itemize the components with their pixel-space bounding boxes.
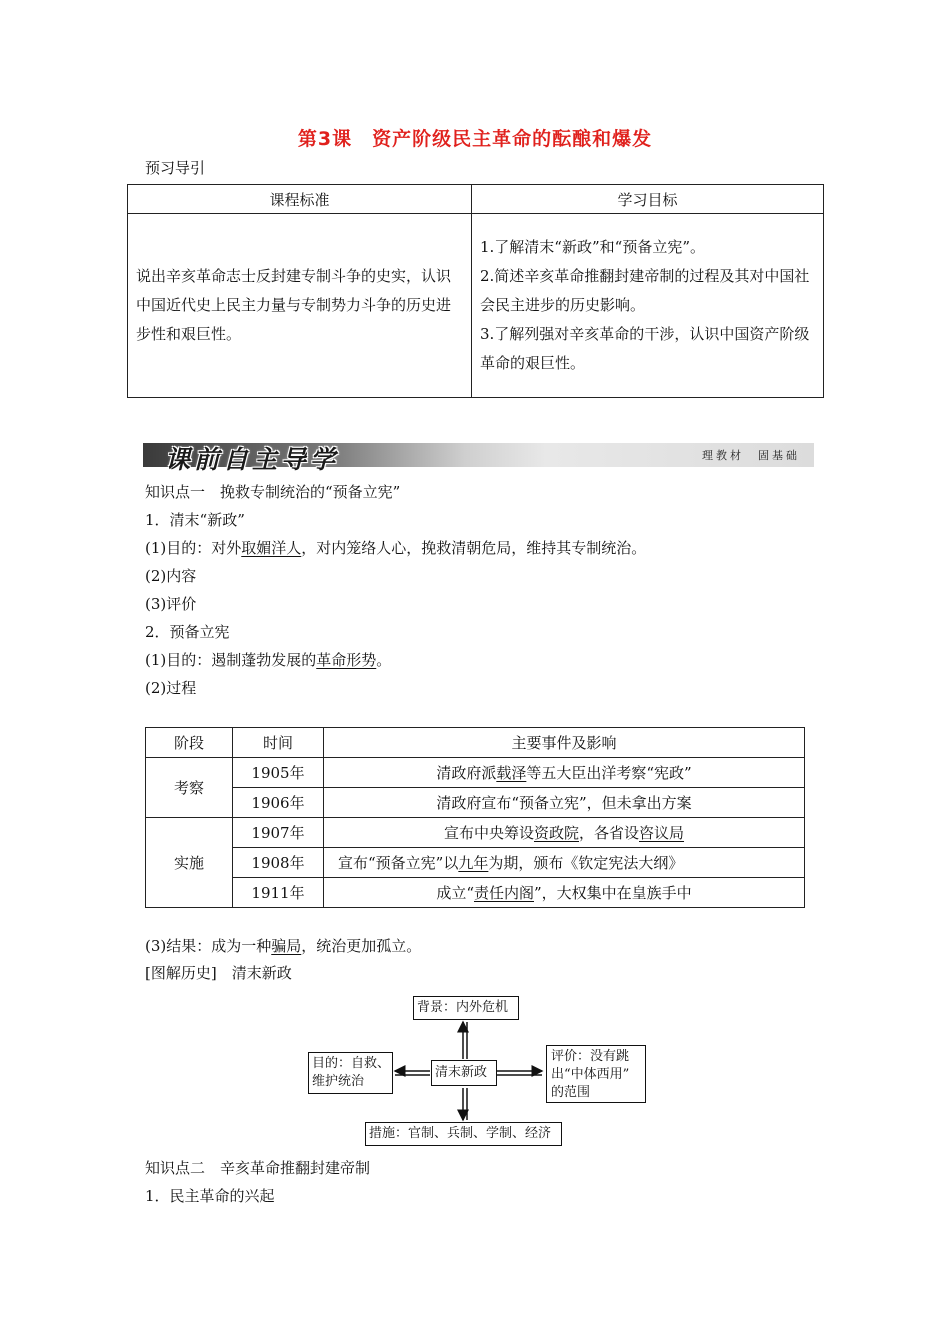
stage-cell: 考察 [146, 758, 233, 818]
event-cell: 清政府派载泽等五大臣出洋考察“宪政” [324, 758, 805, 788]
purpose-line: (1)目的：对外取媚洋人，对内笼络人心，挽救清朝危局，维持其专制统治。 [145, 539, 647, 557]
process-table [145, 727, 805, 908]
diagram-measures-box: 措施：官制、兵制、学制、经济 [365, 1122, 562, 1146]
time-cell: 1906年 [233, 788, 324, 818]
underlined-term: 取媚洋人 [241, 539, 302, 557]
diagram-caption: [图解历史] 清末新政 [145, 964, 292, 982]
curriculum-standard: 说出辛亥革命志士反封建专制斗争的史实，认识中国近代史上民主力量与专制势力斗争的历史进步性和艰巨性。 [128, 214, 472, 398]
time-cell: 1907年 [233, 818, 324, 848]
diagram-center-box: 清末新政 [431, 1060, 497, 1086]
banner-title: 课前自主导学 [165, 445, 340, 474]
process-line: (2)过程 [145, 679, 197, 697]
banner-subtitle: 理教材 固基础 [702, 449, 800, 462]
goal-item: 3.了解列强对辛亥革命的干涉，认识中国资产阶级革命的艰巨性。 [480, 325, 810, 372]
section-banner [143, 441, 814, 474]
section1-heading: 知识点一 挽救专制统治的“预备立宪” [145, 483, 401, 501]
goal-item: 2.简述辛亥革命推翻封建帝制的过程及其对中国社会民主进步的历史影响。 [480, 267, 810, 314]
section2-item1: 1．民主革命的兴起 [145, 1187, 275, 1205]
table-header: 时间 [233, 728, 324, 758]
table-header: 阶段 [146, 728, 233, 758]
event-cell: 成立“责任内阁”，大权集中在皇族手中 [324, 878, 805, 908]
table-header: 课程标准 [128, 185, 472, 214]
result-line: (3)结果：成为一种骗局，统治更加孤立。 [145, 937, 422, 955]
learning-goals [472, 214, 824, 398]
table-header: 学习目标 [472, 185, 824, 214]
section1-item1: 1．清末“新政” [145, 511, 245, 529]
stage-cell: 实施 [146, 818, 233, 908]
time-cell: 1905年 [233, 758, 324, 788]
goal-item: 1.了解清末“新政”和“预备立宪”。 [480, 238, 705, 256]
curriculum-table [127, 184, 824, 398]
underlined-term: 骗局 [271, 937, 302, 955]
time-cell: 1908年 [233, 848, 324, 878]
section1-item2: 2．预备立宪 [145, 623, 230, 641]
diagram-background-box: 背景：内外危机 [413, 996, 519, 1020]
event-cell: 宣布中央筹设资政院，各省设咨议局 [324, 818, 805, 848]
event-cell: 宣布“预备立宪”以九年为期，颁布《钦定宪法大纲》 [324, 848, 805, 878]
evaluation-line: (3)评价 [145, 595, 197, 613]
preview-label: 预习导引 [145, 159, 206, 177]
table-header: 主要事件及影响 [324, 728, 805, 758]
section2-heading: 知识点二 辛亥革命推翻封建帝制 [145, 1159, 371, 1177]
lesson-title: 第3课 资产阶级民主革命的酝酿和爆发 [297, 128, 653, 150]
constitution-purpose-line: (1)目的：遏制蓬勃发展的革命形势。 [145, 651, 392, 669]
event-cell: 清政府宣布“预备立宪”，但未拿出方案 [324, 788, 805, 818]
diagram-evaluation-box: 评价：没有跳 出“中体西用” 的范围 [546, 1045, 646, 1103]
content-line: (2)内容 [145, 567, 197, 585]
diagram-purpose-box: 目的：自救、 维护统治 [308, 1052, 393, 1094]
time-cell: 1911年 [233, 878, 324, 908]
underlined-term: 革命形势 [316, 651, 377, 669]
